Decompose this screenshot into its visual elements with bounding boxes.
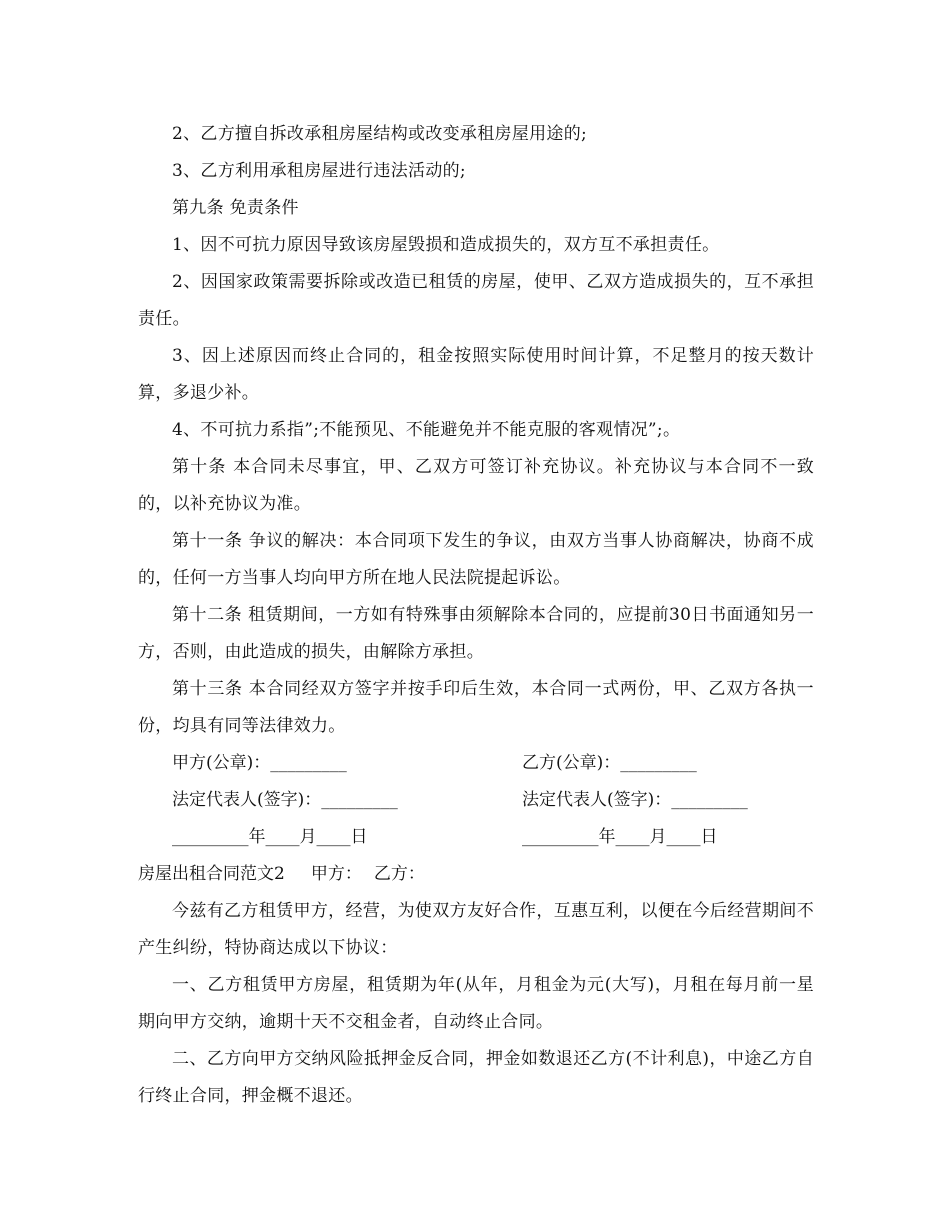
party-a-date-field: _________年____月____日 <box>172 827 368 847</box>
clause-item: 4、不可抗力系指”;不能预见、不能避免并不能克服的客观情况”;。 <box>172 420 681 440</box>
clause-item: 3、因上述原因而终止合同的，租金按照实际使用时间计算，不足整月的按天数计算，多退少补。 <box>138 346 814 403</box>
second-contract-header <box>138 856 814 893</box>
clause-item: 2、因国家政策需要拆除或改造已租赁的房屋，使甲、乙双方造成损失的，互不承担责任。 <box>138 272 814 329</box>
second-contract-party-b: 乙方： <box>373 864 425 884</box>
article-heading: 第九条 免责条件 <box>172 198 299 218</box>
party-a-seal-field: 甲方(公章)：_________ <box>172 753 347 773</box>
second-contract-title: 房屋出租合同范文2 <box>138 864 285 884</box>
agreement-clause: 二、乙方向甲方交纳风险抵押金反合同，押金如数退还乙方(不计利息)，中途乙方自行终止合同，押金概不退还。 <box>138 1049 814 1106</box>
party-b-representative-field: 法定代表人(签字)：_________ <box>522 790 748 810</box>
signature-row-date <box>138 819 814 856</box>
clause-item: 2、乙方擅自拆改承租房屋结构或改变承租房屋用途的; <box>172 124 588 144</box>
agreement-clause: 一、乙方租赁甲方房屋，租赁期为年(从年，月租金为元(大写)，月租在每月前一星期向甲方交纳，逾期十天不交租金者，自动终止合同。 <box>138 975 814 1032</box>
article-paragraph: 第十二条 租赁期间，一方如有特殊事由须解除本合同的，应提前30日书面通知另一方，否则，由此造成的损失，由解除方承担。 <box>138 605 814 662</box>
party-a-representative-field: 法定代表人(签字)：_________ <box>172 790 398 810</box>
party-b-seal-field: 乙方(公章)：_________ <box>522 753 697 773</box>
article-paragraph: 第十三条 本合同经双方签字并按手印后生效，本合同一式两份，甲、乙双方各执一份，均具有同等法律效力。 <box>138 679 814 736</box>
article-paragraph: 第十一条 争议的解决：本合同项下发生的争议，由双方当事人协商解决，协商不成的，任何一方当事人均向甲方所在地人民法院提起诉讼。 <box>138 531 814 588</box>
signature-row-seal <box>138 745 814 782</box>
party-b-date-field: _________年____月____日 <box>522 827 718 847</box>
second-contract-party-a: 甲方： <box>310 864 362 884</box>
clause-item: 3、乙方利用承租房屋进行违法活动的; <box>172 161 466 181</box>
clause-item: 1、因不可抗力原因导致该房屋毁损和造成损失的，双方互不承担责任。 <box>172 235 720 255</box>
agreement-intro: 今兹有乙方租赁甲方，经营，为使双方友好合作，互惠互利，以便在今后经营期间不产生纠纷，特协商达成以下协议： <box>138 901 814 958</box>
signature-row-representative <box>138 782 814 819</box>
document-body <box>138 116 814 1115</box>
article-paragraph: 第十条 本合同未尽事宜，甲、乙双方可签订补充协议。补充协议与本合同不一致的，以补充协议为准。 <box>138 457 814 514</box>
